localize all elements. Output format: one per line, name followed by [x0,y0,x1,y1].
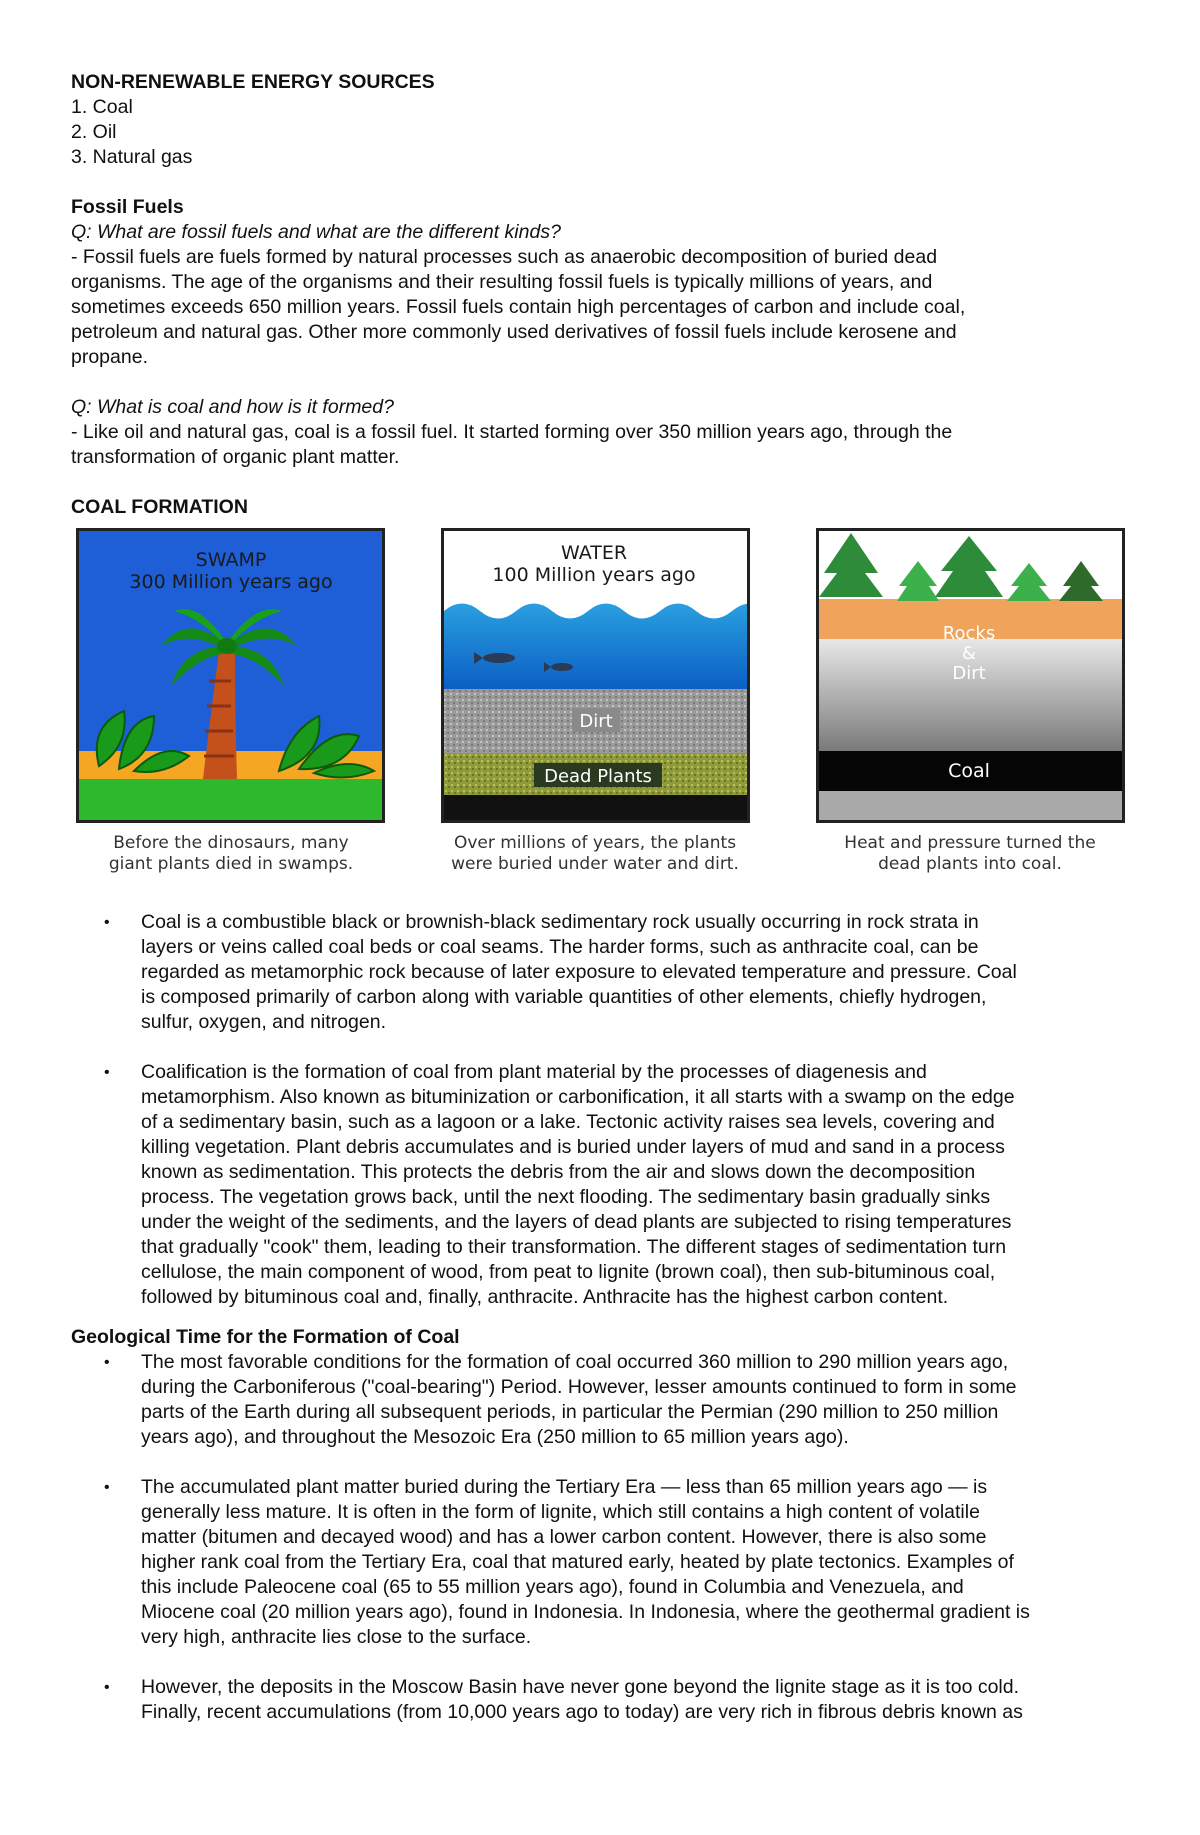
bullet-icon: • [104,1064,110,1081]
text-line: However, the deposits in the Moscow Basin have never gone beyond the lignite stage as it is too cold. [141,1676,1020,1698]
answer-1-line: petroleum and natural gas. Other more commonly used derivatives of fossil fuels include kerosene and [71,321,957,343]
question-1: Q: What are fossil fuels and what are the different kinds? [71,221,561,243]
dead-plants-label: Dead Plants [544,766,652,787]
swamp-caption [51,833,411,875]
bullet-icon: • [104,1679,110,1696]
bullet-icon: • [104,914,110,931]
text-line: matter (bitumen and decayed wood) and has a lower carbon content. However, there is also some [141,1526,987,1548]
coal-illustration [819,531,1122,820]
dirt-label: Dirt [579,711,613,732]
list-item [71,910,1131,1035]
water-panel [441,528,750,823]
source-item: 2. Oil [71,121,117,143]
text-line: of a sedimentary basin, such as a lagoon or a lake. Tectonic activity raises sea levels, covering and [141,1111,995,1133]
intro-section [71,70,1131,520]
text-line: sulfur, oxygen, and nitrogen. [141,1011,386,1033]
dirt-label: Dirt [952,663,986,684]
text-line: followed by bituminous coal and, finally, anthracite. Anthracite has the highest carbon content. [141,1286,949,1308]
bullet-icon: • [104,1479,110,1496]
fossil-fuels-heading: Fossil Fuels [71,196,184,218]
text-line: higher rank coal from the Tertiary Era, coal that matured early, heated by plate tectonics. Examples of [141,1551,1014,1573]
text-line: years ago), and throughout the Mesozoic Era (250 million to 65 million years ago). [141,1426,849,1448]
coal-caption-line: Heat and pressure turned the [844,833,1096,853]
text-line: Coalification is the formation of coal from plant material by the processes of diagenesis and [141,1061,927,1083]
text-line: this include Paleocene coal (65 to 55 million years ago), found in Columbia and Venezuela, and [141,1576,964,1598]
water-caption [415,833,775,875]
water-caption-line: Over millions of years, the plants [453,833,737,853]
swamp-panel [76,528,385,823]
text-line: cellulose, the main component of wood, from peat to lignite (brown coal), then sub-bituminous coal, [141,1261,996,1283]
swamp-label: SWAMP [195,549,267,571]
text-line: The most favorable conditions for the formation of coal occurred 360 million to 290 million years ago, [141,1351,1009,1373]
ampersand-label: & [961,643,977,664]
text-line: killing vegetation. Plant debris accumulates and is buried under layers of mud and sand in a process [141,1136,1005,1158]
water-caption-line: were buried under water and dirt. [451,854,739,874]
swamp-caption-line: Before the dinosaurs, many [113,833,349,853]
text-line: layers or veins called coal beds or coal seams. The harder forms, such as anthracite coal, can be [141,936,979,958]
bullet-icon: • [104,1354,110,1371]
swamp-illustration [79,531,382,820]
text-line: known as sedimentation. This protects the debris from the air and slows down the decomposition [141,1161,976,1183]
answer-1-line: propane. [71,346,148,368]
coal-formation-figure [76,528,1136,878]
answer-1-line: organisms. The age of the organisms and their resulting fossil fuels is typically millions of years, and [71,271,933,293]
answer-1-line: - Fossil fuels are fuels formed by natural processes such as anaerobic decomposition of buried dead [71,246,938,268]
swamp-caption-line: giant plants died in swamps. [108,854,354,874]
text-line: that gradually "cook" them, leading to their transformation. The different stages of sedimentation turn [141,1236,1007,1258]
swamp-age-label: 300 Million years ago [129,571,333,593]
coal-caption-line: dead plants into coal. [878,854,1062,874]
text-line: process. The vegetation grows back, until the next flooding. The sedimentary basin gradually sinks [141,1186,991,1208]
text-line: is composed primarily of carbon along with variable quantities of other elements, chiefly hydrogen, [141,986,987,1008]
coal-label: Coal [948,760,990,782]
text-line: during the Carboniferous ("coal-bearing") Period. However, lesser amounts continued to form in some [141,1376,1017,1398]
coal-panel [816,528,1125,823]
text-line: Finally, recent accumulations (from 10,000 years ago to today) are very rich in fibrous debris known as [141,1701,1023,1723]
text-line: generally less mature. It is often in the form of lignite, which still contains a high content of volatile [141,1501,980,1523]
text-line: Coal is a combustible black or brownish-black sedimentary rock usually occurring in rock strata in [141,911,979,933]
list-item [71,1350,1131,1450]
water-label: WATER [560,542,628,564]
answer-1-line: sometimes exceeds 650 million years. Fossil fuels contain high percentages of carbon and include coal, [71,296,966,318]
list-item [71,1060,1131,1310]
list-item [71,1475,1131,1650]
text-line: parts of the Earth during all subsequent periods, in particular the Permian (290 million to 250 million [141,1401,999,1423]
text-line: regarded as metamorphic rock because of later exposure to elevated temperature and pressure. Coal [141,961,1017,983]
answer-2-line: transformation of organic plant matter. [71,446,400,468]
main-heading: NON-RENEWABLE ENERGY SOURCES [71,71,435,93]
geological-time-heading: Geological Time for the Formation of Coal [71,1326,460,1348]
source-item: 1. Coal [71,96,133,118]
coal-description-list [71,910,1131,1725]
text-line: The accumulated plant matter buried during the Tertiary Era — less than 65 million years ago — is [141,1476,988,1498]
text-line: under the weight of the sediments, and the layers of dead plants are subjected to rising temperatures [141,1211,1012,1233]
text-line: metamorphism. Also known as bituminization or carbonification, it all starts with a swamp on the edge [141,1086,1015,1108]
text-line: Miocene coal (20 million years ago), found in Indonesia. In Indonesia, where the geothermal gradient is [141,1601,1030,1623]
water-illustration [444,531,747,820]
answer-2-line: - Like oil and natural gas, coal is a fossil fuel. It started forming over 350 million years ago, through the [71,421,953,443]
rocks-label: Rocks [942,623,996,644]
coal-formation-heading: COAL FORMATION [71,496,248,518]
text-line: very high, anthracite lies close to the surface. [141,1626,532,1648]
source-item: 3. Natural gas [71,146,193,168]
list-item [71,1675,1131,1725]
question-2: Q: What is coal and how is it formed? [71,396,394,418]
water-age-label: 100 Million years ago [492,564,696,586]
coal-caption [790,833,1150,875]
